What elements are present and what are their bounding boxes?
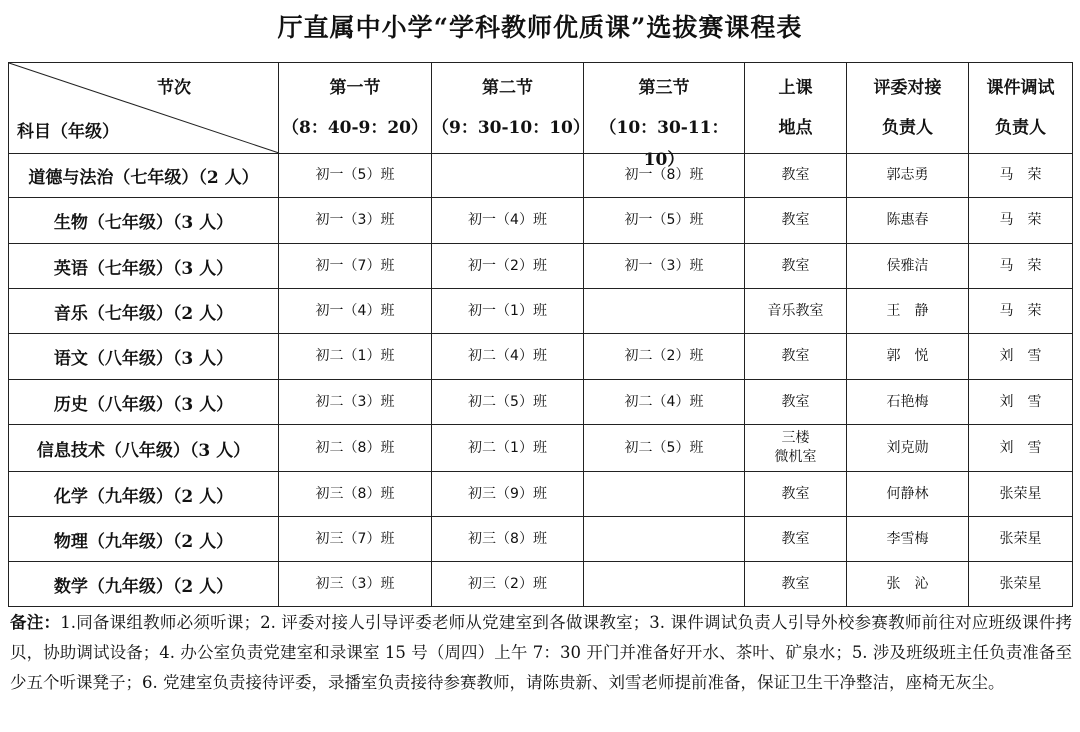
location-cell: 教室 <box>745 562 847 607</box>
col-header-courseware-tech: 课件调试 负责人 <box>969 63 1073 154</box>
period-1-class-cell: 初一（5）班 <box>279 154 432 198</box>
period-1-class-cell: 初三（7）班 <box>279 517 432 562</box>
notes-label: 备注： <box>10 613 61 632</box>
table-row <box>9 334 1073 380</box>
table-row <box>9 289 1073 334</box>
period-3-class-cell: 初一（8）班 <box>584 154 745 198</box>
subject-cell: 物理（九年级）（2 人） <box>9 517 279 562</box>
col-header-period-2: 第二节 （9：30-10：10） <box>432 63 584 154</box>
judge-contact-cell: 王 静 <box>847 289 969 334</box>
location-cell: 教室 <box>745 198 847 244</box>
subject-cell: 数学（九年级）（2 人） <box>9 562 279 607</box>
period-2-class-cell: 初一（1）班 <box>432 289 584 334</box>
table-row <box>9 472 1073 517</box>
period-header-label: 节次 <box>157 78 191 98</box>
courseware-tech-cell: 刘 雪 <box>969 334 1073 380</box>
location-cell: 教室 <box>745 472 847 517</box>
period-2-class-cell: 初二（4）班 <box>432 334 584 380</box>
period-2-class-cell <box>432 154 584 198</box>
period-3-class-cell: 初一（3）班 <box>584 244 745 289</box>
location-cell: 音乐教室 <box>745 289 847 334</box>
period-2-class-cell: 初二（1）班 <box>432 425 584 472</box>
judge-contact-cell: 郭 悦 <box>847 334 969 380</box>
period-2-class-cell: 初一（2）班 <box>432 244 584 289</box>
col-header-judge-contact: 评委对接 负责人 <box>847 63 969 154</box>
table-row <box>9 380 1073 425</box>
judge-contact-cell: 石艳梅 <box>847 380 969 425</box>
location-cell: 教室 <box>745 517 847 562</box>
courseware-tech-cell: 刘 雪 <box>969 380 1073 425</box>
page-title: 厅直属中小学“学科教师优质课”选拔赛课程表 <box>277 13 803 42</box>
period-3-class-cell <box>584 562 745 607</box>
subject-cell: 语文（八年级）（3 人） <box>9 334 279 380</box>
subject-cell: 历史（八年级）（3 人） <box>9 380 279 425</box>
period-3-class-cell <box>584 289 745 334</box>
courseware-tech-cell: 马 荣 <box>969 244 1073 289</box>
judge-contact-cell: 张 沁 <box>847 562 969 607</box>
period-1-class-cell: 初一（7）班 <box>279 244 432 289</box>
period-2-class-cell: 初三（9）班 <box>432 472 584 517</box>
location-cell: 三楼 微机室 <box>745 425 847 472</box>
subject-header-label: 科目（年级） <box>17 122 119 142</box>
period-2-class-cell: 初三（8）班 <box>432 517 584 562</box>
period-3-class-cell: 初一（5）班 <box>584 198 745 244</box>
table-row <box>9 562 1073 607</box>
period-2-class-cell: 初三（2）班 <box>432 562 584 607</box>
subject-cell: 信息技术（八年级）（3 人） <box>9 425 279 472</box>
period-1-class-cell: 初二（1）班 <box>279 334 432 380</box>
notes-text: 1.同备课组教师必须听课；2. 评委对接人引导评委老师从党建室到各做课教室；3. 课件调试负责人引导外校参赛教师前往对应班级课件拷贝，协助调试设备；4. 办公室负责党建室和录课室 15 号（周四）上午 7：30 开门并准备好开水、茶叶、矿泉水；5. 涉及班级班主任负责准备至少五个听课凳子；6. 党建室负责接待评委，录播室负责接待参赛教师，请陈贵新、刘雪老师提前准备，保证卫生干净整洁，座椅无灰尘。 <box>10 613 1073 692</box>
subject-cell: 音乐（七年级）（2 人） <box>9 289 279 334</box>
period-3-class-cell <box>584 472 745 517</box>
location-cell: 教室 <box>745 334 847 380</box>
subject-cell: 英语（七年级）（3 人） <box>9 244 279 289</box>
courseware-tech-cell: 张荣星 <box>969 517 1073 562</box>
period-3-class-cell: 初二（2）班 <box>584 334 745 380</box>
judge-contact-cell: 郭志勇 <box>847 154 969 198</box>
period-3-class-cell: 初二（5）班 <box>584 425 745 472</box>
notes-paragraph <box>10 608 1072 698</box>
subject-cell: 道德与法治（七年级）（2 人） <box>9 154 279 198</box>
period-1-class-cell: 初三（3）班 <box>279 562 432 607</box>
col-header-location: 上课 地点 <box>745 63 847 154</box>
col-header-period-1: 第一节 （8：40-9：20） <box>279 63 432 154</box>
table-row <box>9 198 1073 244</box>
table-row <box>9 517 1073 562</box>
header-row <box>9 63 1073 154</box>
courseware-tech-cell: 刘 雪 <box>969 425 1073 472</box>
courseware-tech-cell: 张荣星 <box>969 562 1073 607</box>
courseware-tech-cell: 张荣星 <box>969 472 1073 517</box>
period-2-class-cell: 初一（4）班 <box>432 198 584 244</box>
subject-cell: 生物（七年级）（3 人） <box>9 198 279 244</box>
period-1-class-cell: 初二（3）班 <box>279 380 432 425</box>
diagonal-header-cell <box>9 63 279 154</box>
courseware-tech-cell: 马 荣 <box>969 289 1073 334</box>
judge-contact-cell: 陈惠春 <box>847 198 969 244</box>
judge-contact-cell: 李雪梅 <box>847 517 969 562</box>
courseware-tech-cell: 马 荣 <box>969 198 1073 244</box>
period-1-class-cell: 初一（3）班 <box>279 198 432 244</box>
location-cell: 教室 <box>745 380 847 425</box>
period-3-class-cell: 初二（4）班 <box>584 380 745 425</box>
judge-contact-cell: 刘克勋 <box>847 425 969 472</box>
period-2-class-cell: 初二（5）班 <box>432 380 584 425</box>
location-cell: 教室 <box>745 244 847 289</box>
period-1-class-cell: 初二（8）班 <box>279 425 432 472</box>
schedule-table <box>8 62 1073 607</box>
courseware-tech-cell: 马 荣 <box>969 154 1073 198</box>
col-header-period-3: 第三节 （10：30-11：10） <box>584 63 745 154</box>
judge-contact-cell: 何静林 <box>847 472 969 517</box>
subject-cell: 化学（九年级）（2 人） <box>9 472 279 517</box>
period-3-class-cell <box>584 517 745 562</box>
table-row <box>9 425 1073 472</box>
period-1-class-cell: 初一（4）班 <box>279 289 432 334</box>
location-cell: 教室 <box>745 154 847 198</box>
judge-contact-cell: 侯雅洁 <box>847 244 969 289</box>
table-row <box>9 154 1073 198</box>
period-1-class-cell: 初三（8）班 <box>279 472 432 517</box>
table-row <box>9 244 1073 289</box>
